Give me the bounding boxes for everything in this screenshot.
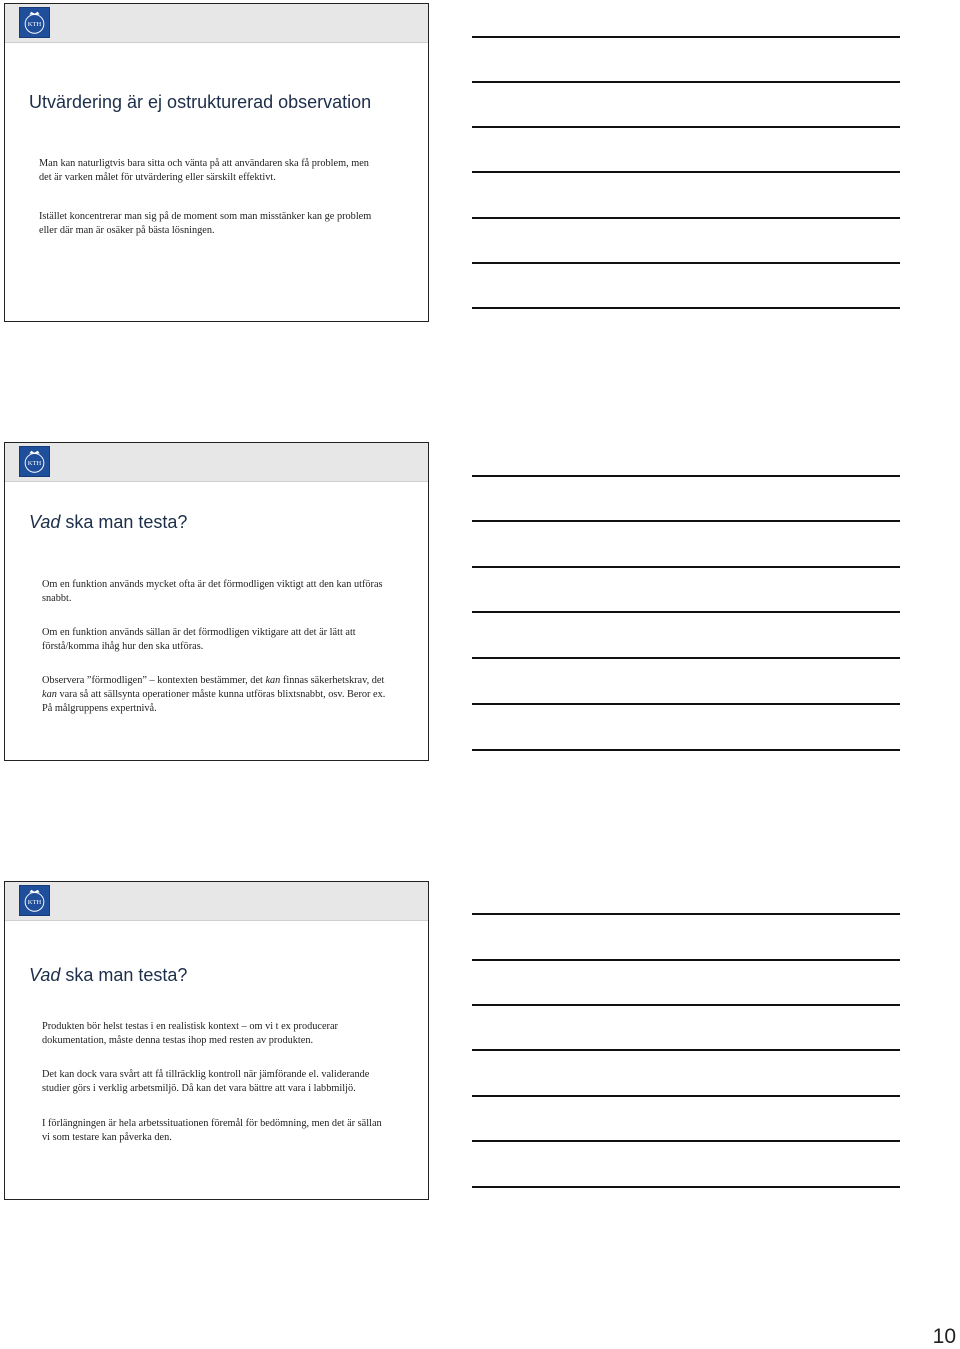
notes-line: [472, 566, 900, 568]
notes-line: [472, 1095, 900, 1097]
notes-line: [472, 126, 900, 128]
slide-2: [4, 442, 429, 761]
slide-paragraph: Istället koncentrerar man sig på de moment som man misstänker kan ge problem eller där man är osäker på bästa lösningen.: [39, 211, 372, 236]
notes-line: [472, 307, 900, 309]
notes-line: [472, 1004, 900, 1006]
title-emphasis: Vad: [29, 965, 61, 985]
slide-paragraph: Det kan dock vara svårt att få tillräcklig kontroll när jämförande el. validerande studier görs i verklig arbetsmiljö. Då kan det vara bättre att vara i labbmiljö.: [42, 1069, 370, 1094]
title-rest: ska man testa?: [60, 965, 188, 985]
notes-line: [472, 171, 900, 173]
slide-paragraph: [42, 674, 387, 716]
slide-3: [4, 881, 429, 1200]
text-run: finnas säkerhetskrav, det: [280, 675, 385, 686]
notes-line: [472, 749, 900, 751]
text-emphasis: kan: [265, 675, 281, 686]
notes-line: [472, 520, 900, 522]
slide-paragraph: Om en funktion används sällan är det förmodligen viktigare att det är lätt att förstå/komma ihåg hur den ska utföras.: [42, 627, 356, 652]
notes-line: [472, 1049, 900, 1051]
kth-logo: [19, 885, 50, 916]
logo-text: KTH: [27, 899, 42, 907]
slide-paragraph: I förlängningen är hela arbetssituationen föremål för bedömning, men det är sällan vi som testare kan påverka den.: [42, 1118, 382, 1143]
notes-line: [472, 217, 900, 219]
slide-title: [29, 965, 187, 986]
notes-line: [472, 36, 900, 38]
page-number: 10: [932, 1325, 956, 1348]
slide-header: [5, 4, 428, 43]
notes-line: [472, 262, 900, 264]
slide-1: [4, 3, 429, 322]
logo-text: KTH: [27, 460, 42, 468]
notes-line: [472, 657, 900, 659]
notes-line: [472, 703, 900, 705]
notes-line: [472, 475, 900, 477]
text-emphasis: kan: [42, 689, 57, 700]
kth-logo: [19, 7, 50, 38]
notes-line: [472, 913, 900, 915]
kth-logo: [19, 446, 50, 477]
slide-title: [29, 512, 187, 533]
notes-line: [472, 81, 900, 83]
slide-paragraph: Produkten bör helst testas i en realistisk kontext – om vi t ex producerar dokumentation, måste denna testas ihop med resten av produkten.: [42, 1021, 338, 1046]
title-rest: ska man testa?: [60, 512, 188, 532]
text-run: Observera ”förmodligen” – kontexten bestämmer, det: [42, 675, 266, 686]
notes-line: [472, 1186, 900, 1188]
slide-paragraph: Man kan naturligtvis bara sitta och vänta på att användaren ska få problem, men det är varken målet för utvärdering eller särskilt effektivt.: [39, 158, 369, 183]
slide-header: [5, 443, 428, 482]
title-emphasis: Vad: [29, 512, 61, 532]
slide-header: [5, 882, 428, 921]
slide-paragraph: Om en funktion används mycket ofta är det förmodligen viktigt att den kan utföras snabbt.: [42, 579, 383, 604]
slide-title: Utvärdering är ej ostrukturerad observation: [29, 92, 372, 112]
notes-line: [472, 959, 900, 961]
logo-text: KTH: [27, 21, 42, 29]
notes-line: [472, 1140, 900, 1142]
notes-line: [472, 611, 900, 613]
text-run: vara så att sällsynta operationer måste kunna utföras blixtsnabbt, osv. Beror ex. På målgruppens expertnivå.: [42, 689, 386, 714]
